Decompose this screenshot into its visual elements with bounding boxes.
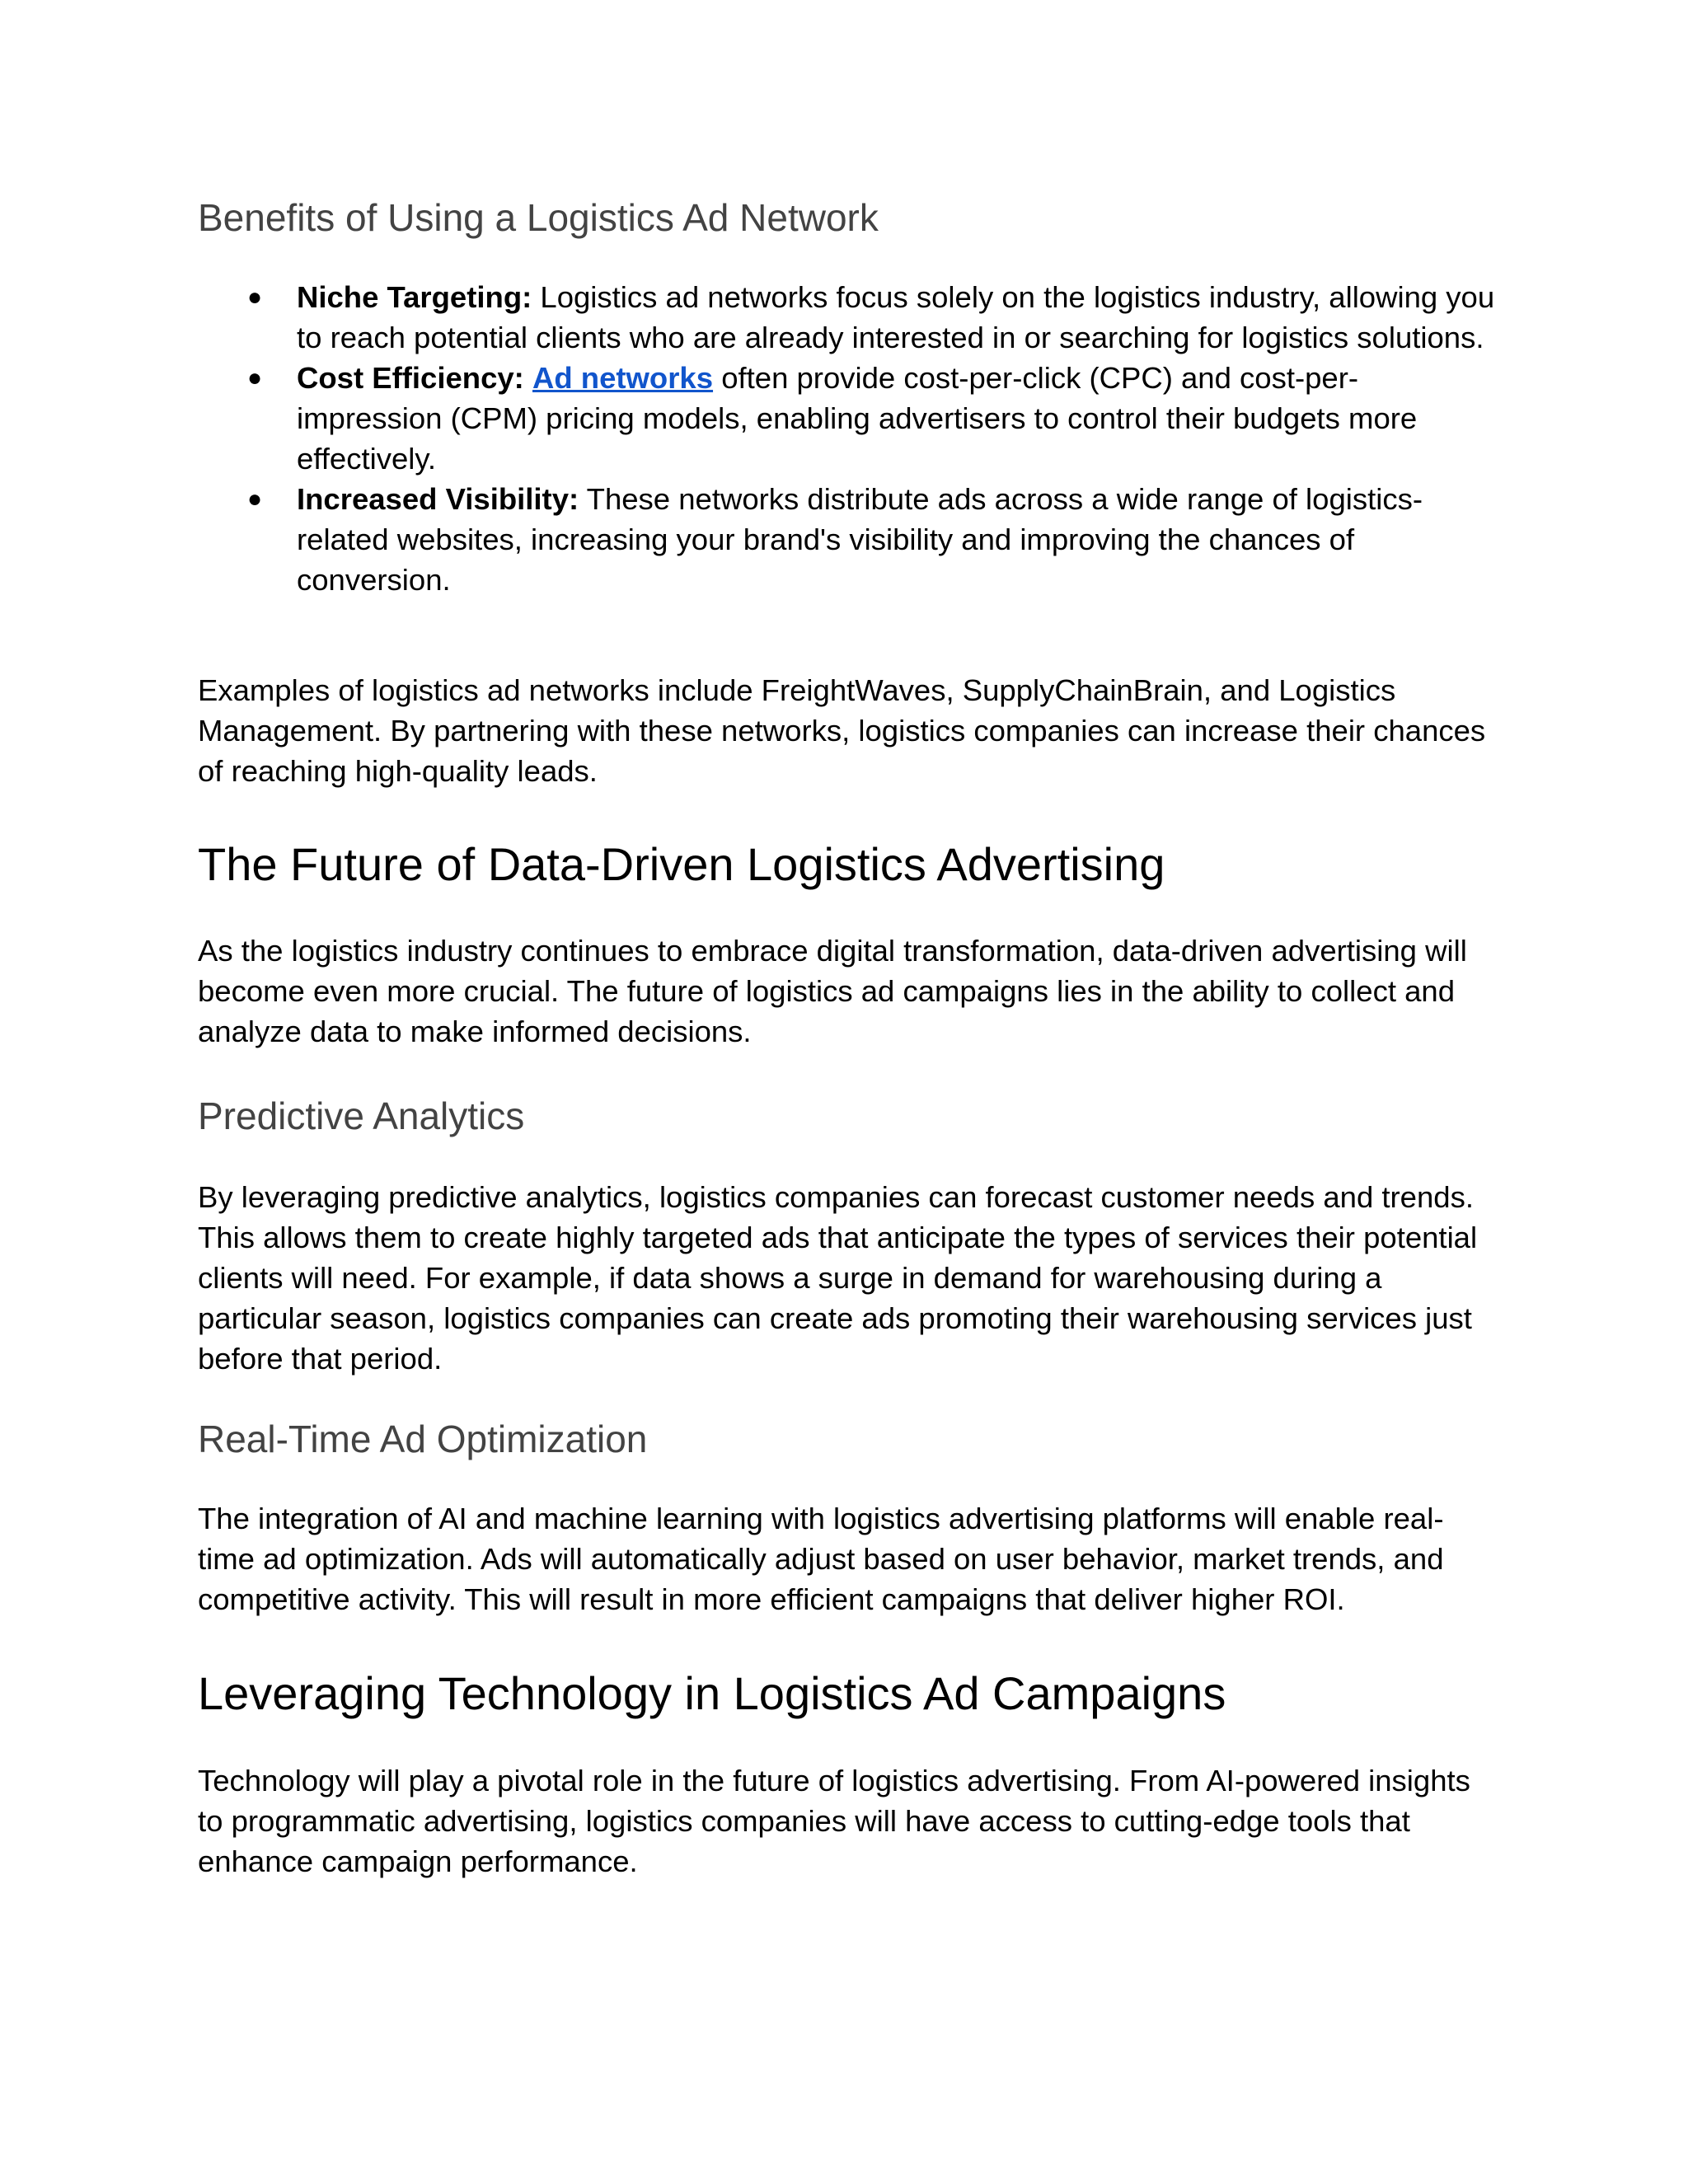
- bullet-icon: ●: [247, 364, 263, 391]
- heading-realtime: Real-Time Ad Optimization: [198, 1418, 648, 1460]
- heading-future: The Future of Data-Driven Logistics Advertising: [198, 838, 1165, 890]
- heading-benefits: Benefits of Using a Logistics Ad Network: [198, 196, 879, 239]
- examples-paragraph: Examples of logistics ad networks include FreightWaves, SupplyChainBrain, and Logistics Management. By partnering with these networks, logistics companies can increase their chances of reaching high-quality leads.: [198, 673, 1486, 788]
- future-paragraph: As the logistics industry continues to embrace digital transformation, data-driven advertising will become even more crucial. The future of logistics ad campaigns lies in the ability to collect and analyze data to make informed decisions.: [198, 934, 1467, 1048]
- bullet-icon: ●: [247, 284, 263, 311]
- bullet-icon: ●: [247, 485, 263, 513]
- bullet-label: Cost Efficiency:: [297, 361, 524, 395]
- bullet-label: Niche Targeting:: [297, 280, 532, 314]
- predictive-paragraph: By leveraging predictive analytics, logistics companies can forecast customer needs and trends. This allows them to create highly targeted ads that anticipate the types of services their potential clients will need. For example, if data shows a surge in demand for warehousing during a particular season, logistics companies can create ads promoting their warehousing services just before that period.: [198, 1180, 1478, 1376]
- bullet-text: Logistics ad networks focus solely on the logistics industry, allowing you to reach potential clients who are already interested in or searching for logistics solutions.: [297, 280, 1495, 354]
- list-item: [198, 358, 1500, 479]
- bullet-label: Increased Visibility:: [297, 482, 579, 516]
- ad-networks-link[interactable]: Ad networks: [532, 361, 714, 395]
- realtime-paragraph: The integration of AI and machine learning with logistics advertising platforms will enable real-time ad optimization. Ads will automatically adjust based on user behavior, market trends, and competitive activity. This will result in more efficient campaigns that deliver higher ROI.: [198, 1502, 1444, 1616]
- benefits-list: [198, 277, 1500, 600]
- heading-predictive: Predictive Analytics: [198, 1094, 525, 1137]
- list-item: [198, 479, 1500, 600]
- heading-technology: Leveraging Technology in Logistics Ad Campaigns: [198, 1667, 1226, 1719]
- bullet-text: often provide cost-per-click (CPC) and cost-per-impression (CPM) pricing models, enabling advertisers to control their budgets more effectively.: [297, 361, 1418, 476]
- bullet-text: These networks distribute ads across a wide range of logistics-related websites, increasing your brand's visibility and improving the chances of conversion.: [297, 482, 1423, 597]
- technology-paragraph: Technology will play a pivotal role in the future of logistics advertising. From AI-powered insights to programmatic advertising, logistics companies will have access to cutting-edge tools that enhance campaign performance.: [198, 1764, 1470, 1878]
- list-item: [198, 277, 1500, 358]
